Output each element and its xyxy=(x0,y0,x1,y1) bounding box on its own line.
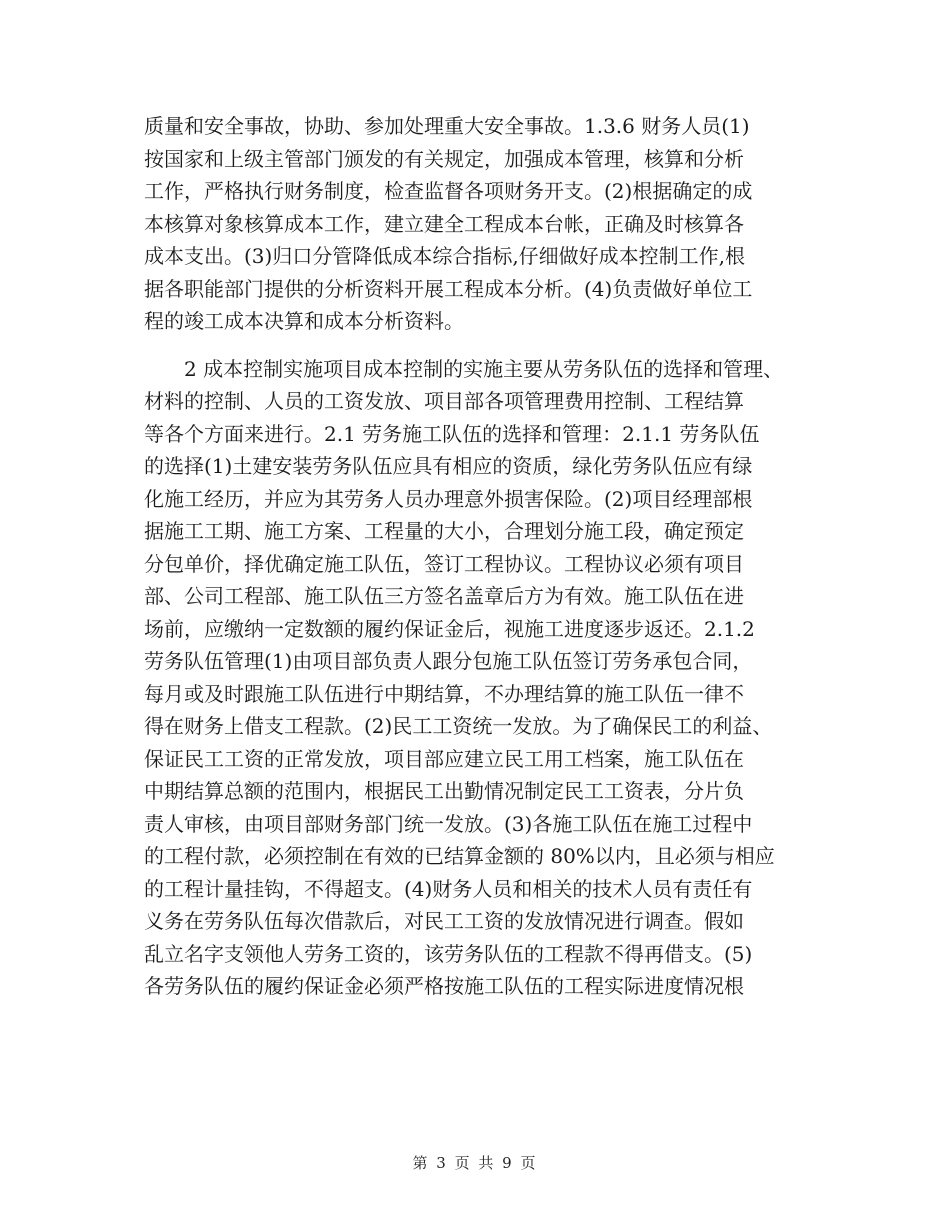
text-line: 等各个方面来进行。2.1 劳务施工队伍的选择和管理：2.1.1 劳务队伍 xyxy=(144,421,760,446)
text-line: 成本支出。(3)归口分管降低成本综合指标,仔细做好成本控制工作,根 xyxy=(144,244,746,268)
text-line: 2 成本控制实施项目成本控制的实施主要从劳务队伍的选择和管理、 xyxy=(144,356,784,381)
paragraph xyxy=(144,353,812,1003)
text-line: 化施工经历，并应为其劳务人员办理意外损害保险。(2)项目经理部根 xyxy=(144,486,753,511)
text-line: 部、公司工程部、施工队伍三方签名盖章后方为有效。施工队伍在进 xyxy=(144,584,744,608)
text-line: 得在财务上借支工程款。(2)民工工资统一发放。为了确保民工的利益、 xyxy=(144,714,773,738)
text-line: 劳务队伍管理(1)由项目部负责人跟分包施工队伍签订劳务承包合同， xyxy=(144,649,753,673)
text-line: 材料的控制、人员的工资发放、项目部各项管理费用控制、工程结算 xyxy=(144,389,744,413)
text-line: 的工程付款，必须控制在有效的已结算金额的 80%以内，且必须与相应 xyxy=(144,844,775,868)
text-line: 中期结算总额的范围内，根据民工出勤情况制定民工工资表，分片负 xyxy=(144,779,744,803)
text-line: 乱立名字支领他人劳务工资的，该劳务队伍的工程款不得再借支。(5) xyxy=(144,941,753,966)
text-line: 责人审核，由项目部财务部门统一发放。(3)各施工队伍在施工过程中 xyxy=(144,811,753,836)
text-line: 程的竣工成本决算和成本分析资料。 xyxy=(144,309,464,333)
text-line: 据各职能部门提供的分析资料开展工程成本分析。(4)负责做好单位工 xyxy=(144,276,753,301)
text-line: 本核算对象核算成本工作，建立建全工程成本台帐，正确及时核算各 xyxy=(144,211,744,236)
body-text xyxy=(144,110,812,1003)
text-line: 的选择(1)土建安装劳务队伍应具有相应的资质，绿化劳务队伍应有绿 xyxy=(144,454,753,478)
text-line: 每月或及时跟施工队伍进行中期结算，不办理结算的施工队伍一律不 xyxy=(144,681,744,706)
page-footer: 第 3 页 共 9 页 xyxy=(412,1154,538,1172)
text-line: 据施工工期、施工方案、工程量的大小，合理划分施工段，确定预定 xyxy=(144,519,744,543)
text-line: 工作，严格执行财务制度，检查监督各项财务开支。(2)根据确定的成 xyxy=(144,179,753,203)
text-line: 按国家和上级主管部门颁发的有关规定，加强成本管理，核算和分析 xyxy=(144,146,744,171)
text-line: 保证民工工资的正常发放，项目部应建立民工用工档案，施工队伍在 xyxy=(144,746,744,771)
paragraph-gap xyxy=(144,338,812,353)
paragraph xyxy=(144,110,812,338)
text-line: 质量和安全事故，协助、参加处理重大安全事故。1.3.6 财务人员(1) xyxy=(144,114,750,138)
text-line: 分包单价，择优确定施工队伍，签订工程协议。工程协议必须有项目 xyxy=(144,551,744,576)
text-line: 各劳务队伍的履约保证金必须严格按施工队伍的工程实际进度情况根 xyxy=(144,974,744,998)
text-line: 的工程计量挂钩，不得超支。(4)财务人员和相关的技术人员有责任有 xyxy=(144,876,753,901)
text-line: 义务在劳务队伍每次借款后，对民工工资的发放情况进行调查。假如 xyxy=(144,909,744,933)
text-line: 场前，应缴纳一定数额的履约保证金后，视施工进度逐步返还。2.1.2 xyxy=(144,616,755,641)
